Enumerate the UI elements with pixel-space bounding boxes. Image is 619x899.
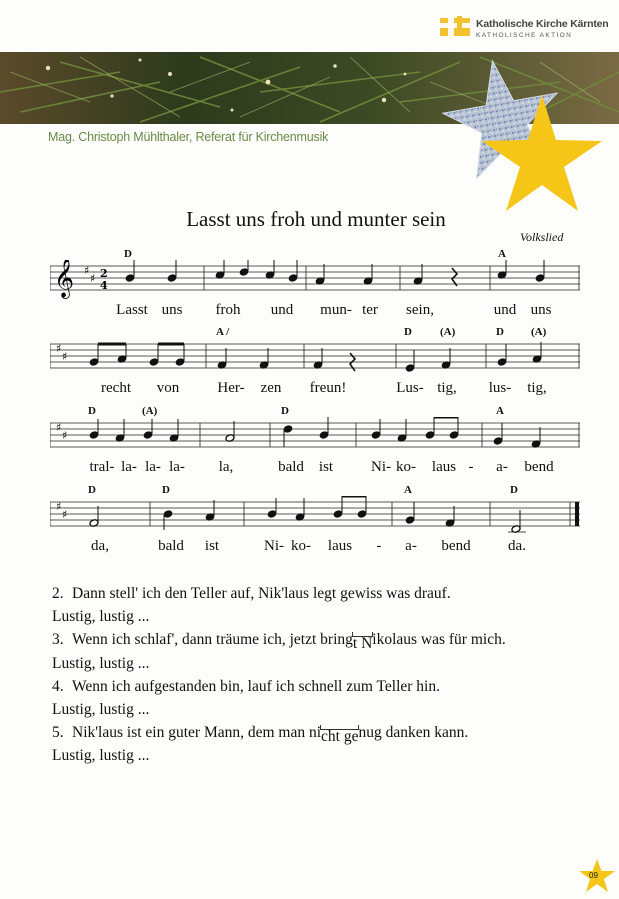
- verse-text: nug danken kann.: [358, 724, 469, 742]
- verse-number: 5.: [52, 724, 64, 742]
- chord: D: [124, 248, 132, 260]
- staff-row-3: [50, 405, 580, 465]
- lyric-syllable: tig,: [527, 380, 547, 396]
- lyric-syllable: froh: [215, 302, 241, 318]
- lyric-syllable: ko-: [396, 459, 416, 475]
- author-line: Mag. Christoph Mühlthaler, Referat für Kirchenmusik: [48, 130, 329, 144]
- lyric-syllable: laus: [431, 459, 457, 475]
- verse-refrain: Lustig, lustig ...: [52, 747, 150, 765]
- lyric-syllable: freun!: [309, 380, 347, 396]
- chord: D: [88, 405, 96, 417]
- lyric-syllable: lus-: [488, 380, 512, 396]
- lyric-syllable: -: [376, 538, 382, 554]
- chord: (A): [142, 405, 158, 417]
- lyric-syllable: Lasst: [116, 302, 148, 318]
- lyric-syllable: bald: [158, 538, 184, 554]
- stars-decoration-icon: [430, 55, 605, 215]
- music-staff: [50, 338, 580, 382]
- verse-refrain: Lustig, lustig ...: [52, 701, 150, 719]
- chord: (A): [440, 326, 456, 338]
- verse-text: Nik'laus ist ein guter Mann, dem man ni: [72, 724, 322, 742]
- lyric-syllable: ko-: [291, 538, 311, 554]
- lyric-syllable: uns: [530, 302, 552, 318]
- chord: (A): [531, 326, 547, 338]
- verse-number: 2.: [52, 585, 64, 602]
- lyric-syllable: Ni-: [264, 538, 284, 554]
- chord: A /: [216, 326, 230, 338]
- lyric-syllable: laus: [327, 538, 353, 554]
- verse-text: Dann stell' ich den Teller auf, Nik'laus legt gewiss was drauf.: [72, 585, 451, 602]
- music-staff: [50, 417, 580, 461]
- chord: D: [404, 326, 412, 338]
- org-name: Katholische Kirche Kärnten: [476, 18, 609, 30]
- svg-text:4: 4: [100, 279, 108, 292]
- lyric-syllable: uns: [161, 302, 183, 318]
- svg-text:♯: ♯: [56, 500, 62, 513]
- lyric-syllable: bald: [278, 459, 304, 475]
- lyric-syllable: recht: [101, 380, 131, 396]
- lyric-syllable: mun-: [320, 302, 352, 318]
- svg-text:♯: ♯: [56, 342, 62, 355]
- verse-5: [52, 721, 612, 744]
- verse-3: [52, 628, 612, 651]
- verse-number: 3.: [52, 631, 64, 649]
- verse-text: ikolaus was für mich.: [372, 631, 506, 649]
- lyric-syllable: ter: [362, 302, 378, 318]
- staff-row-4: [50, 484, 580, 544]
- lyric-syllable: Her-: [217, 380, 245, 396]
- lyric-syllable: a-: [405, 538, 417, 554]
- org-sub: KATHOLISCHE AKTION: [476, 32, 573, 39]
- verse-4: [52, 675, 612, 698]
- lyric-syllable: la-: [145, 459, 161, 475]
- song-title: Lasst uns froh und munter sein: [186, 207, 446, 231]
- staff-row-2: [50, 326, 580, 386]
- chord: D: [162, 484, 170, 496]
- tie-mark: t N: [352, 632, 373, 637]
- lyric-syllable: ist: [318, 459, 334, 475]
- chord: A: [404, 484, 412, 496]
- svg-text:♯: ♯: [62, 429, 68, 442]
- chord: D: [281, 405, 289, 417]
- cross-logo-icon: [440, 14, 470, 38]
- lyric-syllable: Lus-: [396, 380, 424, 396]
- chord: D: [496, 326, 504, 338]
- chord: A: [496, 405, 504, 417]
- lyric-syllable: ist: [204, 538, 220, 554]
- lyric-syllable: und: [270, 302, 294, 318]
- lyric-syllable: von: [156, 380, 180, 396]
- verse-number: 4.: [52, 677, 64, 695]
- verse-2: [52, 582, 612, 605]
- lyric-syllable: Ni-: [371, 459, 391, 475]
- svg-text:♯: ♯: [62, 508, 68, 521]
- song-origin: Volkslied: [520, 230, 564, 244]
- lyric-syllable: tral-: [89, 459, 115, 475]
- lyric-syllable: sein,: [406, 302, 434, 318]
- music-staff: [50, 496, 580, 540]
- chord: A: [498, 248, 506, 260]
- verse-text: Wenn ich schlaf', dann träume ich, jetzt bring: [72, 631, 353, 649]
- lyric-syllable: la-: [121, 459, 137, 475]
- lyric-syllable: -: [468, 459, 474, 475]
- lyric-syllable: da,: [91, 538, 109, 554]
- svg-text:2: 2: [100, 267, 108, 280]
- lyric-syllable: a-: [496, 459, 508, 475]
- staff-row-1: [50, 248, 580, 308]
- svg-text:♯: ♯: [84, 264, 90, 277]
- svg-text:♯: ♯: [56, 421, 62, 434]
- svg-text:♯: ♯: [90, 272, 96, 285]
- lyric-syllable: bend: [524, 459, 554, 475]
- lyric-syllable: la,: [218, 459, 234, 475]
- lyric-syllable: und: [493, 302, 517, 318]
- lyric-syllable: da.: [508, 538, 526, 554]
- chord: D: [88, 484, 96, 496]
- verse-refrain: Lustig, lustig ...: [52, 608, 150, 626]
- lyric-syllable: bend: [441, 538, 471, 554]
- lyric-syllable: la-: [169, 459, 185, 475]
- lyric-syllable: zen: [260, 380, 282, 396]
- logo: [440, 12, 615, 44]
- music-staff: [50, 260, 580, 304]
- verse-refrain: Lustig, lustig ...: [52, 654, 150, 672]
- svg-text:𝄞: 𝄞: [54, 260, 75, 298]
- chord: D: [510, 484, 518, 496]
- lyric-syllable: tig,: [437, 380, 457, 396]
- verse-text: Wenn ich aufgestanden bin, lauf ich schnell zum Teller hin.: [72, 677, 440, 695]
- verses: [52, 582, 612, 768]
- svg-text:♯: ♯: [62, 350, 68, 363]
- tie-mark: cht ge: [320, 725, 359, 730]
- page-number: 09: [589, 871, 598, 880]
